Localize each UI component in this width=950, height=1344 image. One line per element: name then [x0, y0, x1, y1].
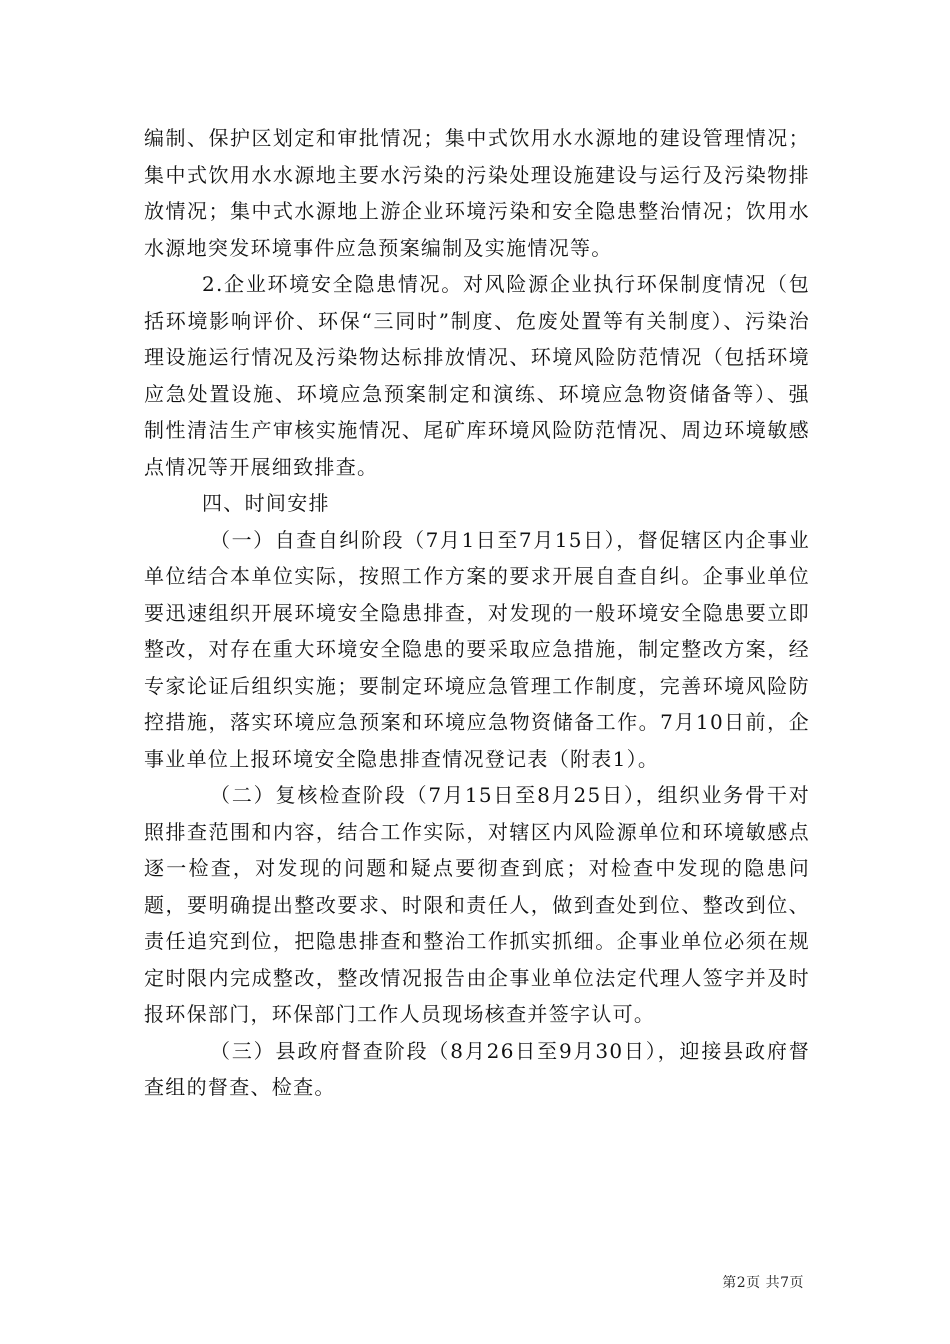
- document-body: [144, 120, 810, 1106]
- paragraph-county-supervision-stage: （三）县政府督查阶段（8月26日至9月30日），迎接县政府督查组的督查、检查。: [144, 1038, 810, 1099]
- section-heading-schedule: 四、时间安排: [202, 491, 330, 515]
- paragraph-enterprise-hazards: 2.企业环境安全隐患情况。对风险源企业执行环保制度情况（包括环境影响评价、环保“三同时”制度、危废处置等有关制度）、污染治理设施运行情况及污染物达标排放情况、环境风险防范情况（包括环境应急处置设施、环境应急预案制定和演练、环境应急物资储备等）、强制性清洁生产审核实施情况、尾矿库环境风险防范情况、周边环境敏感点情况等开展细致排查。: [144, 272, 810, 479]
- paragraph-review-inspection-stage: （二）复核检查阶段（7月15日至8月25日），组织业务骨干对照排查范围和内容，结合工作实际，对辖区内风险源单位和环境敏感点逐一检查，对发现的问题和疑点要彻查到底；对检查中发现的隐患问题，要明确提出整改要求、时限和责任人，做到查处到位、整改到位、责任追究到位，把隐患排查和整治工作抓实抓细。企事业单位必须在规定时限内完成整改，整改情况报告由企事业单位法定代理人签字并及时报环保部门，环保部门工作人员现场核查并签字认可。: [144, 783, 810, 1026]
- paragraph-self-inspection-stage: （一）自查自纠阶段（7月1日至7月15日），督促辖区内企事业单位结合本单位实际，按照工作方案的要求开展自查自纠。企事业单位要迅速组织开展环境安全隐患排查，对发现的一般环境安全隐患要立即整改，对存在重大环境安全隐患的要采取应急措施，制定整改方案，经专家论证后组织实施；要制定环境应急管理工作制度，完善环境风险防控措施，落实环境应急预案和环境应急物资储备工作。7月10日前，企事业单位上报环境安全隐患排查情况登记表（附表1）。: [144, 527, 810, 771]
- page-number-footer: 第2页 共7页: [722, 1275, 804, 1291]
- paragraph-water-source-continued: 编制、保护区划定和审批情况；集中式饮用水水源地的建设管理情况；集中式饮用水水源地主要水污染的污染处理设施建设与运行及污染物排放情况；集中式水源地上游企业环境污染和安全隐患整治情况；饮用水水源地突发环境事件应急预案编制及实施情况等。: [144, 126, 810, 260]
